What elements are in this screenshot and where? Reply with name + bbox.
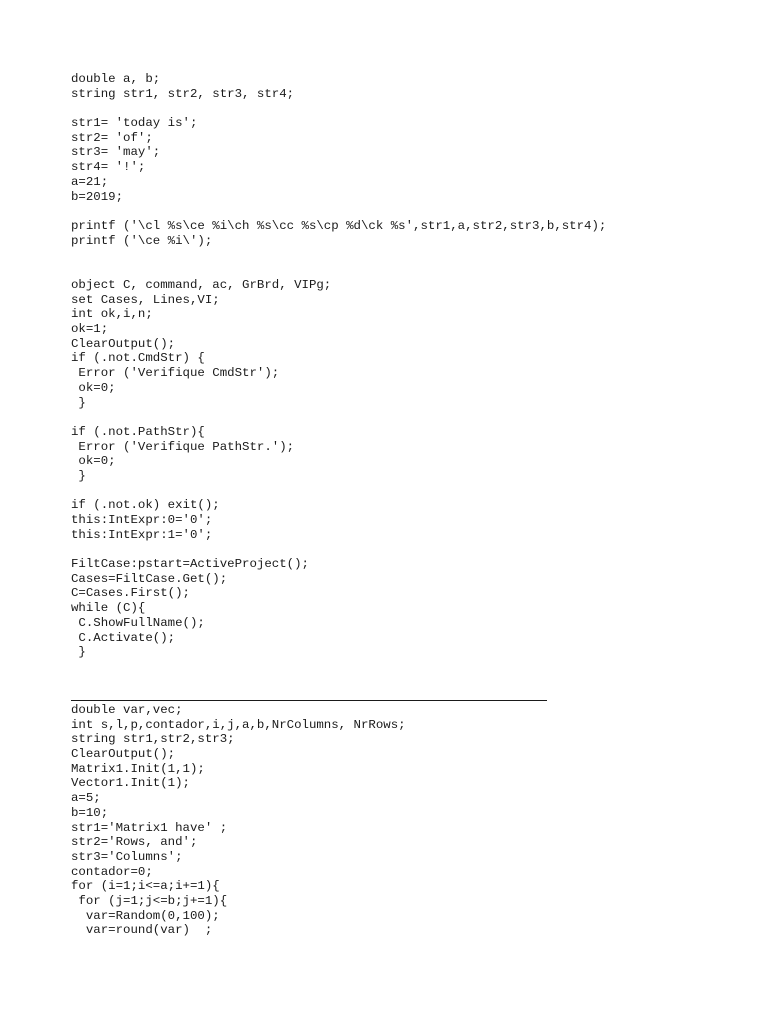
code-line: this:IntExpr:0='0'; (71, 513, 213, 527)
code-line: } (71, 468, 86, 483)
code-line: set Cases, Lines,VI; (71, 292, 220, 307)
code-line: } (71, 395, 86, 410)
code-line: double var,vec; (71, 703, 183, 717)
code-line: } (71, 645, 86, 660)
code-line: Cases=FiltCase.Get(); (71, 571, 228, 586)
code-line: if (.not.ok) exit(); (71, 498, 220, 513)
code-line: object C, command, ac, GrBrd, VIPg; (71, 278, 332, 292)
code-line: ok=0; (71, 380, 116, 395)
code-line: printf ('\ce %i\'); (71, 233, 213, 248)
code-line: a=5; (71, 791, 101, 806)
code-section-case-loop (71, 278, 331, 660)
code-line: ClearOutput(); (71, 336, 176, 351)
code-line: int ok,i,n; (71, 307, 153, 322)
code-line (71, 410, 331, 425)
code-line: Vector1.Init(1); (71, 776, 190, 791)
code-line: Error ('Verifique PathStr.'); (71, 439, 295, 454)
code-line: if (.not.CmdStr) { (71, 351, 205, 366)
code-line: contador=0; (71, 864, 153, 879)
code-line: for (i=1;i<=a;i+=1){ (71, 879, 220, 894)
code-line: printf ('\cl %s\ce %i\ch %s\cc %s\cp %d\ck %s',str1,a,str2,str3,b,str4); (71, 218, 607, 233)
code-line: str3= 'may'; (71, 145, 161, 160)
code-line: this:IntExpr:1='0'; (71, 527, 213, 542)
code-line: if (.not.PathStr){ (71, 424, 205, 439)
code-line: b=2019; (71, 189, 124, 204)
code-line: ok=1; (71, 322, 109, 337)
code-line: Matrix1.Init(1,1); (71, 761, 205, 776)
code-section-matrix (71, 703, 406, 938)
code-line: str1='Matrix1 have' ; (71, 820, 228, 835)
code-line: C.ShowFullName(); (71, 615, 205, 630)
code-line: C.Activate(); (71, 630, 176, 645)
code-line: var=Random(0,100); (71, 908, 220, 923)
code-line: FiltCase:pstart=ActiveProject(); (71, 557, 309, 572)
code-line: Error ('Verifique CmdStr'); (71, 366, 280, 381)
code-line: for (j=1;j<=b;j+=1){ (71, 893, 228, 908)
code-line: str4= '!'; (71, 160, 146, 175)
code-line (71, 484, 331, 499)
code-line: string str1,str2,str3; (71, 732, 235, 747)
code-line: str2= 'of'; (71, 130, 153, 145)
code-line: ok=0; (71, 454, 116, 469)
code-line: int s,l,p,contador,i,j,a,b,NrColumns, NrRows; (71, 717, 406, 732)
code-line: b=10; (71, 805, 109, 820)
code-line: ClearOutput(); (71, 747, 176, 762)
code-line: a=21; (71, 174, 109, 189)
code-line (71, 542, 331, 557)
section-separator (71, 700, 547, 701)
code-line: double a, b; (71, 72, 161, 86)
code-line: var=round(var) ; (71, 923, 213, 938)
code-line: str1= 'today is'; (71, 116, 198, 131)
code-line (71, 204, 606, 219)
code-section-variables (71, 72, 606, 248)
code-line: C=Cases.First(); (71, 586, 190, 601)
code-line: string str1, str2, str3, str4; (71, 86, 295, 101)
code-line: str3='Columns'; (71, 849, 183, 864)
code-line: str2='Rows, and'; (71, 835, 198, 850)
code-line (71, 101, 606, 116)
code-line: while (C){ (71, 601, 146, 616)
